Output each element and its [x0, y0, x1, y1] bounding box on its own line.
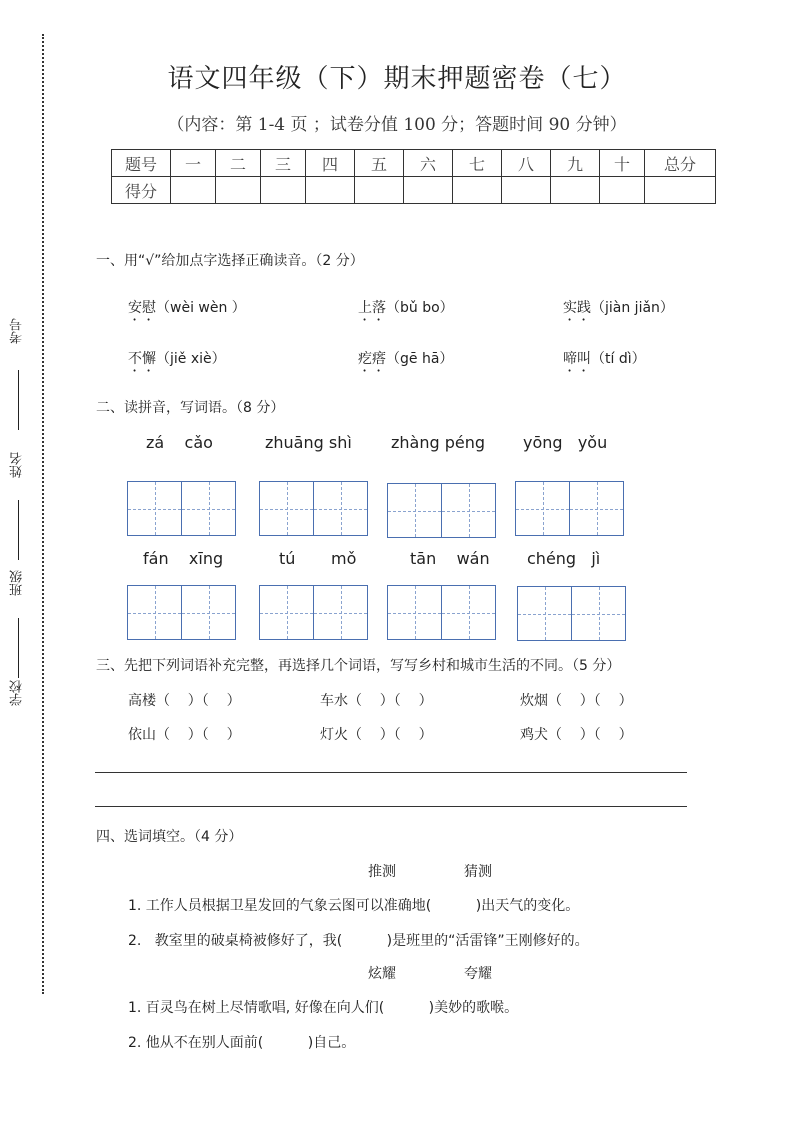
pinyin-prompt: tān wán	[410, 549, 490, 568]
writing-grid-cell[interactable]	[313, 481, 368, 536]
exam-no-blank[interactable]	[18, 370, 19, 430]
answer-line[interactable]	[95, 772, 687, 773]
pinyin-options: （tí dì）	[591, 351, 646, 367]
score-cell[interactable]	[306, 177, 355, 204]
section2-heading: 二、读拼音，写词语。（8 分）	[96, 400, 285, 416]
pinyin-prompt: zá cǎo	[146, 433, 213, 452]
section3-heading: 三、先把下列词语补充完整，再选择几个词语，写写乡村和城市生活的不同。（5 分）	[96, 658, 621, 674]
pinyin-choice-item[interactable]	[358, 297, 454, 324]
pinyin-choice-item[interactable]	[358, 348, 453, 375]
table-header-cell: 四	[306, 150, 355, 177]
table-header-cell: 九	[551, 150, 600, 177]
writing-grid-cell[interactable]	[517, 586, 572, 641]
idiom-fill-item[interactable]: 炊烟（ ）（ ）	[520, 693, 633, 709]
writing-grid-cell[interactable]	[259, 481, 314, 536]
idiom-fill-item[interactable]: 车水（ ）（ ）	[320, 693, 433, 709]
word: 上落	[358, 300, 386, 316]
writing-grid-cell[interactable]	[181, 481, 236, 536]
score-table-header-row	[112, 150, 716, 177]
score-table-score-row	[112, 177, 716, 204]
table-header-cell: 二	[216, 150, 261, 177]
word: 安慰	[128, 300, 156, 316]
word-option: 夸耀	[464, 966, 492, 982]
fill-sentence[interactable]: 2. 他从不在别人面前( )自己。	[128, 1035, 356, 1051]
pinyin-options: （gē hā）	[386, 351, 454, 367]
word: 啼叫	[563, 351, 591, 367]
score-cell[interactable]	[453, 177, 502, 204]
writing-grid-cell[interactable]	[569, 481, 624, 536]
table-header-cell: 七	[453, 150, 502, 177]
score-cell[interactable]	[600, 177, 645, 204]
fill-sentence[interactable]: 2. 教室里的破桌椅被修好了，我( )是班里的“活雷锋”王刚修好的。	[128, 933, 589, 949]
table-header-cell: 八	[502, 150, 551, 177]
word-option: 炫耀	[368, 966, 396, 982]
score-row-label: 得分	[112, 177, 171, 204]
class-blank[interactable]	[18, 618, 19, 678]
pinyin-prompt: yōng yǒu	[523, 433, 608, 452]
idiom-fill-item[interactable]: 灯火（ ）（ ）	[320, 727, 433, 743]
score-cell[interactable]	[216, 177, 261, 204]
name-blank[interactable]	[18, 500, 19, 560]
table-header-cell: 五	[355, 150, 404, 177]
answer-line[interactable]	[95, 806, 687, 807]
word: 不懈	[128, 351, 156, 367]
table-header-cell: 题号	[112, 150, 171, 177]
score-cell[interactable]	[502, 177, 551, 204]
writing-grid-cell[interactable]	[387, 483, 442, 538]
idiom-fill-item[interactable]: 鸡犬（ ）（ ）	[520, 727, 633, 743]
idiom-fill-item[interactable]: 依山（ ）（ ）	[128, 727, 241, 743]
score-cell[interactable]	[171, 177, 216, 204]
pinyin-choice-item[interactable]	[563, 297, 674, 324]
pinyin-options: （bǔ bo）	[386, 300, 454, 316]
writing-grid-cell[interactable]	[571, 586, 626, 641]
writing-grid-cell[interactable]	[387, 585, 442, 640]
score-cell[interactable]	[355, 177, 404, 204]
score-cell[interactable]	[404, 177, 453, 204]
binding-dotted-line	[42, 34, 44, 994]
score-table	[111, 149, 716, 204]
pinyin-prompt: fán xīng	[143, 549, 224, 568]
writing-grid-cell[interactable]	[127, 481, 182, 536]
section4-heading: 四、选词填空。（4 分）	[96, 829, 243, 845]
word: 实践	[563, 300, 591, 316]
writing-grid-cell[interactable]	[441, 585, 496, 640]
table-header-cell: 六	[404, 150, 453, 177]
pinyin-choice-item[interactable]	[128, 297, 246, 324]
school-label: 学校	[10, 680, 25, 706]
table-header-cell: 十	[600, 150, 645, 177]
fill-sentence[interactable]: 1. 工作人员根据卫星发回的气象云图可以准确地( )出天气的变化。	[128, 898, 580, 914]
page-subtitle: （内容：第 1-4 页 ；试卷分值 100 分；答题时间 90 分钟）	[167, 115, 627, 135]
writing-grid-cell[interactable]	[127, 585, 182, 640]
pinyin-options: （jiě xiè）	[156, 351, 226, 367]
table-header-cell: 三	[261, 150, 306, 177]
section1-heading: 一、用“√”给加点字选择正确读音。（2 分）	[96, 253, 364, 269]
pinyin-options: （wèi wèn ）	[156, 300, 246, 316]
writing-grid-cell[interactable]	[313, 585, 368, 640]
name-label: 姓名	[10, 452, 25, 478]
pinyin-options: （jiàn jiǎn）	[591, 300, 674, 316]
writing-grid-cell[interactable]	[259, 585, 314, 640]
table-header-cell: 一	[171, 150, 216, 177]
pinyin-prompt: tú mǒ	[279, 549, 357, 568]
pinyin-choice-item[interactable]	[128, 348, 226, 375]
idiom-fill-item[interactable]: 高楼（ ）（ ）	[128, 693, 241, 709]
writing-grid-cell[interactable]	[515, 481, 570, 536]
score-cell[interactable]	[261, 177, 306, 204]
pinyin-choice-item[interactable]	[563, 348, 646, 375]
writing-grid-cell[interactable]	[441, 483, 496, 538]
word-option: 推测	[368, 864, 396, 880]
page-title: 语文四年级（下）期末押题密卷（七）	[167, 64, 627, 94]
writing-grid-cell[interactable]	[181, 585, 236, 640]
score-cell[interactable]	[551, 177, 600, 204]
pinyin-prompt: chéng jì	[527, 549, 601, 568]
pinyin-prompt: zhuāng shì	[265, 433, 352, 452]
word: 疙瘩	[358, 351, 386, 367]
fill-sentence[interactable]: 1. 百灵鸟在树上尽情歌唱, 好像在向人们( )美妙的歌喉。	[128, 1000, 519, 1016]
table-header-cell: 总分	[645, 150, 716, 177]
pinyin-prompt: zhàng péng	[391, 433, 486, 452]
score-cell[interactable]	[645, 177, 716, 204]
exam-no-label: 考号	[10, 318, 25, 344]
class-label: 班级	[10, 570, 25, 596]
word-option: 猜测	[464, 864, 492, 880]
